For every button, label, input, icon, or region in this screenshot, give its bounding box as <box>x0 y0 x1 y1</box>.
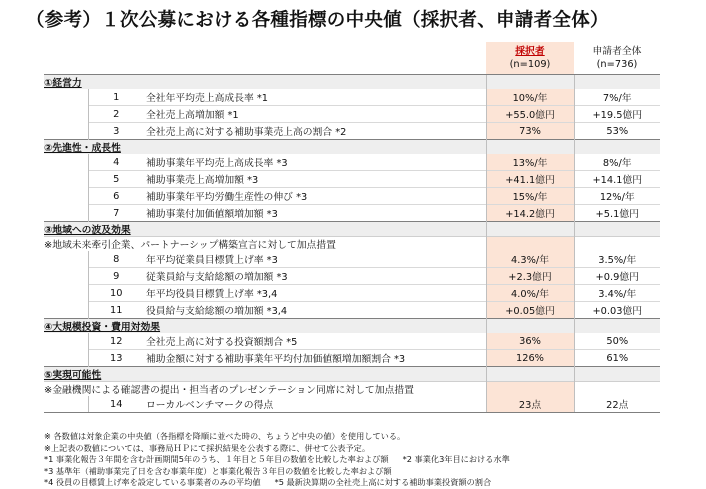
row-number: 8 <box>88 251 144 268</box>
applicants-value: +19.5億円 <box>574 106 660 123</box>
applicants-value: +14.1億円 <box>574 171 660 188</box>
row-number: 11 <box>88 302 144 319</box>
table-row <box>44 251 660 268</box>
section-adopted-cell <box>486 140 574 155</box>
section-title: ⑤実現可能性 <box>44 367 486 382</box>
row-label: 補助事業年平均労働生産性の伸び *3 <box>144 188 486 205</box>
adopted-value: 126% <box>486 350 574 367</box>
row-label: 補助金額に対する補助事業年平均付加価値額増加額割合 *3 <box>144 350 486 367</box>
table-header-row <box>44 42 660 75</box>
section-header <box>44 222 660 237</box>
row-label: 全社売上高増加額 *1 <box>144 106 486 123</box>
row-number: 3 <box>88 123 144 140</box>
table-row <box>44 89 660 106</box>
table-row <box>44 350 660 367</box>
table-row <box>44 333 660 350</box>
section-header <box>44 319 660 334</box>
table-row <box>44 123 660 140</box>
row-number: 4 <box>88 154 144 171</box>
table-row <box>44 285 660 302</box>
row-number: 9 <box>88 268 144 285</box>
adopted-value: 36% <box>486 333 574 350</box>
section-title: ①経営力 <box>44 75 486 90</box>
row-number: 13 <box>88 350 144 367</box>
section-applicants-cell <box>574 222 660 237</box>
row-number: 2 <box>88 106 144 123</box>
section-header <box>44 367 660 382</box>
adopted-value: 13%/年 <box>486 154 574 171</box>
applicants-value: +0.03億円 <box>574 302 660 319</box>
section-applicants-cell <box>574 140 660 155</box>
row-label: 従業員給与支給総額の増加額 *3 <box>144 268 486 285</box>
row-label: 補助事業年平均売上高成長率 *3 <box>146 158 288 169</box>
footnote-4: *3 基準年（補助事業完了日を含む事業年度）と事業化報告３年目の数値を比較した率および額 <box>44 465 392 476</box>
applicants-value: 3.5%/年 <box>574 251 660 268</box>
applicants-value: 7%/年 <box>574 89 660 106</box>
applicants-value: 3.4%/年 <box>574 285 660 302</box>
row-label: 全社売上高に対する投資額割合 *5 <box>146 337 298 348</box>
section-adopted-cell <box>486 367 574 382</box>
section-title: ②先進性・成長性 <box>44 140 486 155</box>
table-row <box>44 302 660 319</box>
adopted-value: +0.05億円 <box>486 302 574 319</box>
footnotes <box>44 431 510 489</box>
footnote-1: ※ 各数値は対象企業の中央値（各指標を降順に並べた時の、ちょうど中央の値）を使用している。 <box>44 431 406 441</box>
applicants-value: 61% <box>574 350 660 367</box>
section-adopted-cell <box>486 319 574 334</box>
row-label: 補助事業付加価値額増加額 *3 <box>144 205 486 222</box>
applicants-value: +0.9億円 <box>574 268 660 285</box>
section-note-row <box>44 237 660 252</box>
section-adopted-cell <box>486 222 574 237</box>
adopted-value: +14.2億円 <box>486 205 574 222</box>
table-row <box>44 188 660 205</box>
section-title: ④大規模投資・費用対効果 <box>44 319 486 334</box>
adopted-value: +41.1億円 <box>486 171 574 188</box>
row-label: 役員給与支給総額の増加額 *3,4 <box>144 302 486 319</box>
adopted-value: 4.0%/年 <box>486 285 574 302</box>
section-title: ③地域への波及効果 <box>44 222 486 237</box>
section-note-row <box>44 382 660 397</box>
applicants-value: 53% <box>574 123 660 140</box>
table-row <box>44 268 660 285</box>
adopted-value: +2.3億円 <box>486 268 574 285</box>
row-label: 全社年平均売上高成長率 *1 <box>146 93 269 104</box>
footnote-3: *1 事業化報告３年間を含む計画期間5年のうち、１年目と５年目の数値を比較した率および額 *2 事業化3年目における水準 <box>44 454 510 465</box>
row-number: 6 <box>88 188 144 205</box>
applicants-value: 12%/年 <box>574 188 660 205</box>
section-note: ※金融機関による確認書の提出・担当者のプレゼンテーション同席に対して加点措置 <box>44 382 486 397</box>
row-label: ローカルベンチマークの得点 <box>144 396 486 413</box>
row-number: 14 <box>88 396 144 413</box>
header-applicants: 申請者全体 (n=736) <box>592 46 642 70</box>
table-row <box>44 154 660 171</box>
row-number: 12 <box>88 333 144 350</box>
header-adopted: 採択者 (n=109) <box>486 42 574 75</box>
applicants-value: +5.1億円 <box>574 205 660 222</box>
footnote-2: ※上記表の数値については、事務局ＨＰにて採択結果を公表する際に、併せて公表予定。 <box>44 442 371 453</box>
table-row <box>44 396 660 413</box>
table-row <box>44 106 660 123</box>
row-label: 補助事業売上高増加額 *3 <box>144 171 486 188</box>
page-title: （参考）１次公募における各種指標の中央値（採択者、申請者全体） <box>26 10 609 31</box>
section-adopted-cell <box>486 75 574 90</box>
section-applicants-cell <box>574 75 660 90</box>
row-label: 年平均役員目標賃上げ率 *3,4 <box>144 285 486 302</box>
row-number: 5 <box>88 171 144 188</box>
row-number: 1 <box>88 89 144 106</box>
section-header <box>44 140 660 155</box>
adopted-value: 10%/年 <box>486 89 574 106</box>
section-header <box>44 75 660 90</box>
adopted-value: 73% <box>486 123 574 140</box>
table-row <box>44 171 660 188</box>
applicants-value: 50% <box>574 333 660 350</box>
adopted-value: +55.0億円 <box>486 106 574 123</box>
section-note: ※地域未来牽引企業、パートナーシップ構築宣言に対して加点措置 <box>44 237 486 252</box>
indicator-table <box>44 42 660 413</box>
row-label: 年平均従業員目標賃上げ率 *3 <box>146 255 278 266</box>
applicants-value: 8%/年 <box>574 154 660 171</box>
table-row <box>44 205 660 222</box>
adopted-value: 4.3%/年 <box>486 251 574 268</box>
adopted-value: 15%/年 <box>486 188 574 205</box>
section-applicants-cell <box>574 319 660 334</box>
section-applicants-cell <box>574 367 660 382</box>
row-number: 10 <box>88 285 144 302</box>
footnote-5: *4 役員の目標賃上げ率を設定している事業者のみの平均値 *5 最新決算期の全社売上高に対する補助事業投資額の割合 <box>44 477 492 488</box>
adopted-value: 23点 <box>486 396 574 413</box>
row-number: 7 <box>88 205 144 222</box>
row-label: 全社売上高に対する補助事業売上高の割合 *2 <box>144 123 486 140</box>
applicants-value: 22点 <box>574 396 660 413</box>
